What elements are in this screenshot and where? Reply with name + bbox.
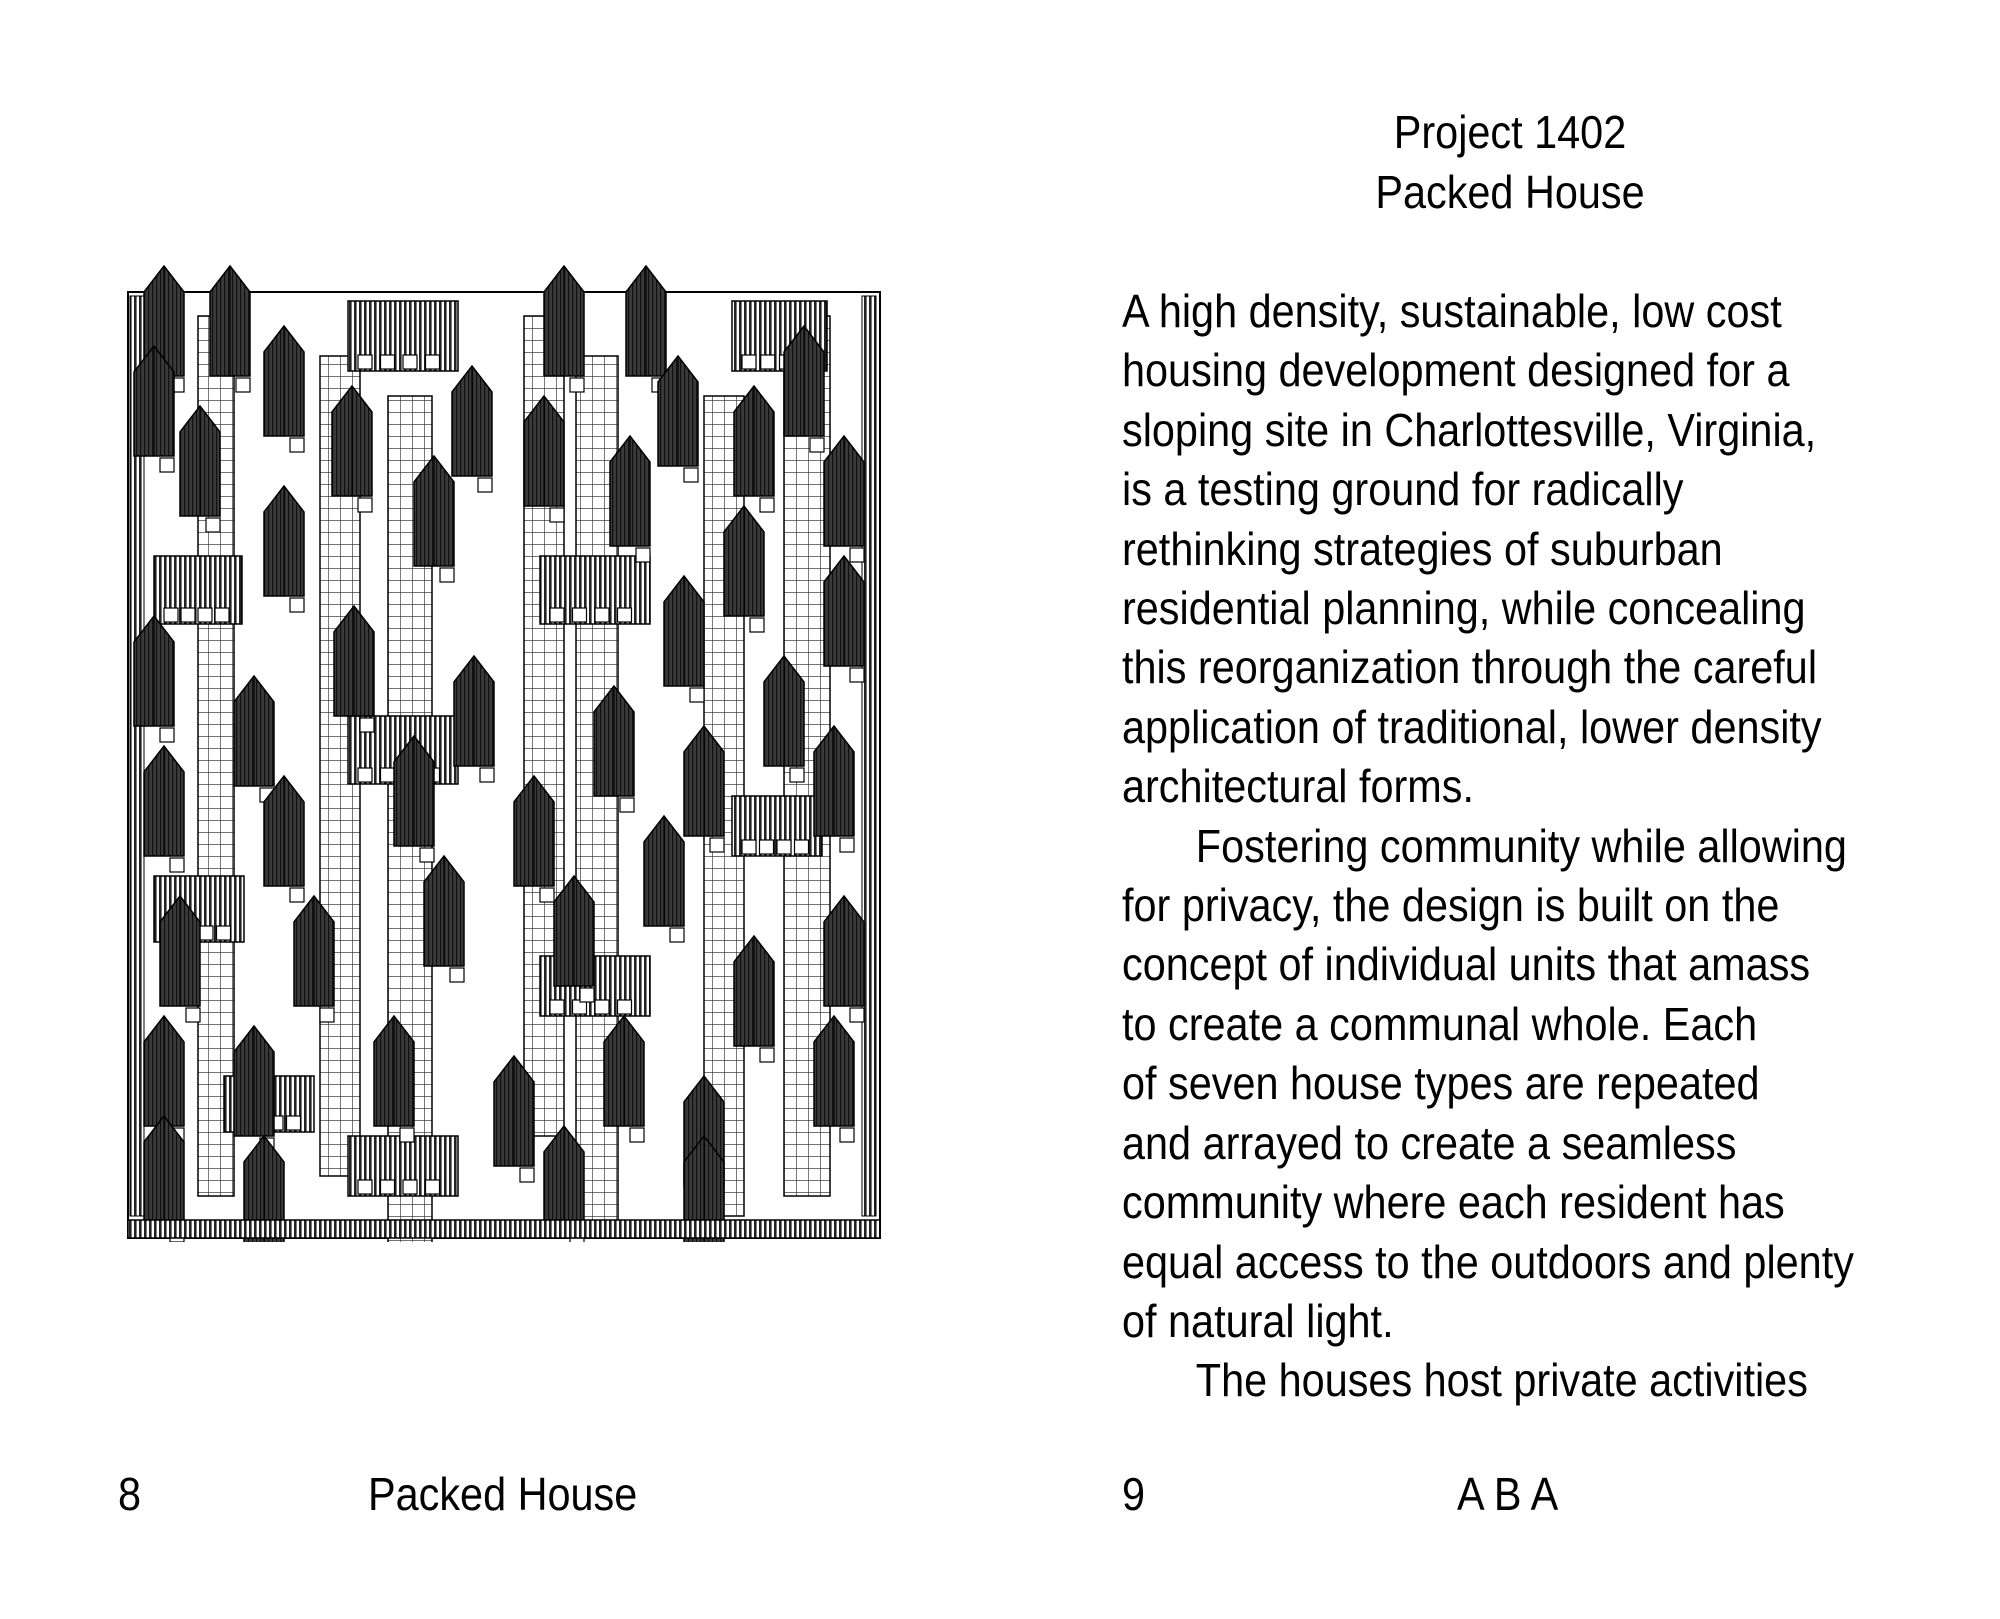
text-line: sloping site in Charlottesville, Virginia,: [1122, 403, 1817, 456]
text-line: application of traditional, lower density: [1122, 700, 1822, 753]
window-square: [840, 1128, 854, 1142]
window-square: [358, 768, 372, 782]
window-square: [850, 668, 864, 682]
window-square: [290, 598, 304, 612]
window-square: [810, 438, 824, 452]
window-square: [450, 968, 464, 982]
text-line: A high density, sustainable, low cost: [1122, 285, 1782, 337]
window-square: [760, 498, 774, 512]
window-square: [850, 1008, 864, 1022]
site-plan-icon: [124, 256, 884, 1242]
window-square: [400, 1128, 414, 1142]
window-square: [440, 568, 454, 582]
text-line: concept of individual units that amass: [1122, 938, 1811, 991]
text-line: community where each resident has: [1122, 1176, 1785, 1229]
text-line: housing development designed for a: [1122, 344, 1790, 397]
window-square: [358, 1180, 372, 1194]
text-line: is a testing ground for radically: [1122, 463, 1684, 516]
window-square: [840, 838, 854, 852]
window-square: [403, 355, 417, 369]
window-square: [684, 468, 698, 482]
window-square: [426, 355, 440, 369]
text-line: this reorganization through the careful: [1122, 641, 1818, 694]
window-square: [198, 608, 212, 622]
body-text: [1122, 282, 1854, 1411]
window-square: [630, 1128, 644, 1142]
project-number: Project 1402: [1393, 106, 1627, 158]
window-square: [636, 548, 650, 562]
window-square: [520, 1168, 534, 1182]
window-square: [287, 1116, 301, 1130]
window-square: [236, 378, 250, 392]
window-square: [595, 608, 609, 622]
window-square: [690, 688, 704, 702]
left-page-number: 8: [118, 1468, 142, 1520]
text-line: of natural light.: [1122, 1294, 1394, 1347]
window-square: [620, 798, 634, 812]
project-name: Packed House: [1375, 166, 1645, 218]
window-square: [742, 840, 756, 854]
text-line: for privacy, the design is built on the: [1122, 879, 1780, 932]
text-line: architectural forms.: [1122, 760, 1475, 813]
window-square: [760, 1048, 774, 1062]
window-square: [170, 858, 184, 872]
window-square: [618, 608, 632, 622]
right-running-title: A B A: [1457, 1468, 1559, 1520]
window-square: [164, 608, 178, 622]
window-square: [595, 1000, 609, 1014]
window-square: [290, 438, 304, 452]
window-square: [760, 840, 774, 854]
text-line: residential planning, while concealing: [1122, 582, 1806, 635]
right-page-number: 9: [1122, 1468, 1146, 1520]
window-square: [290, 888, 304, 902]
window-square: [478, 478, 492, 492]
text-line: and arrayed to create a seamless: [1122, 1116, 1737, 1169]
window-square: [570, 378, 584, 392]
window-square: [670, 928, 684, 942]
window-square: [742, 355, 756, 369]
window-square: [403, 1180, 417, 1194]
window-square: [181, 608, 195, 622]
text-line: The houses host private activities: [1195, 1354, 1808, 1407]
window-square: [381, 355, 395, 369]
window-square: [573, 608, 587, 622]
window-square: [777, 840, 791, 854]
window-square: [360, 718, 374, 732]
window-square: [217, 926, 231, 940]
window-square: [206, 518, 220, 532]
text-line: Fostering community while allowing: [1195, 819, 1847, 872]
window-square: [790, 768, 804, 782]
left-running-title: Packed House: [368, 1468, 638, 1520]
window-square: [750, 618, 764, 632]
window-square: [550, 608, 564, 622]
window-square: [420, 848, 434, 862]
text-line: equal access to the outdoors and plenty: [1122, 1235, 1854, 1288]
window-square: [381, 768, 395, 782]
window-square: [426, 1180, 440, 1194]
window-square: [795, 840, 809, 854]
text-line: of seven house types are repeated: [1122, 1057, 1760, 1110]
window-square: [618, 1000, 632, 1014]
window-square: [320, 1008, 334, 1022]
project-heading: [1141, 102, 1879, 222]
window-square: [381, 1180, 395, 1194]
window-square: [761, 355, 775, 369]
window-square: [550, 508, 564, 522]
window-square: [199, 926, 213, 940]
window-square: [580, 988, 594, 1002]
window-square: [550, 1000, 564, 1014]
window-square: [540, 888, 554, 902]
window-square: [358, 498, 372, 512]
edge-strip: [862, 296, 876, 1216]
window-square: [215, 608, 229, 622]
window-square: [160, 458, 174, 472]
window-square: [850, 548, 864, 562]
window-square: [186, 1008, 200, 1022]
site-plan-drawing: [124, 256, 884, 1242]
text-line: to create a communal whole. Each: [1122, 997, 1758, 1050]
window-square: [480, 768, 494, 782]
window-square: [160, 728, 174, 742]
text-line: rethinking strategies of suburban: [1122, 522, 1723, 575]
window-square: [358, 355, 372, 369]
window-square: [710, 838, 724, 852]
